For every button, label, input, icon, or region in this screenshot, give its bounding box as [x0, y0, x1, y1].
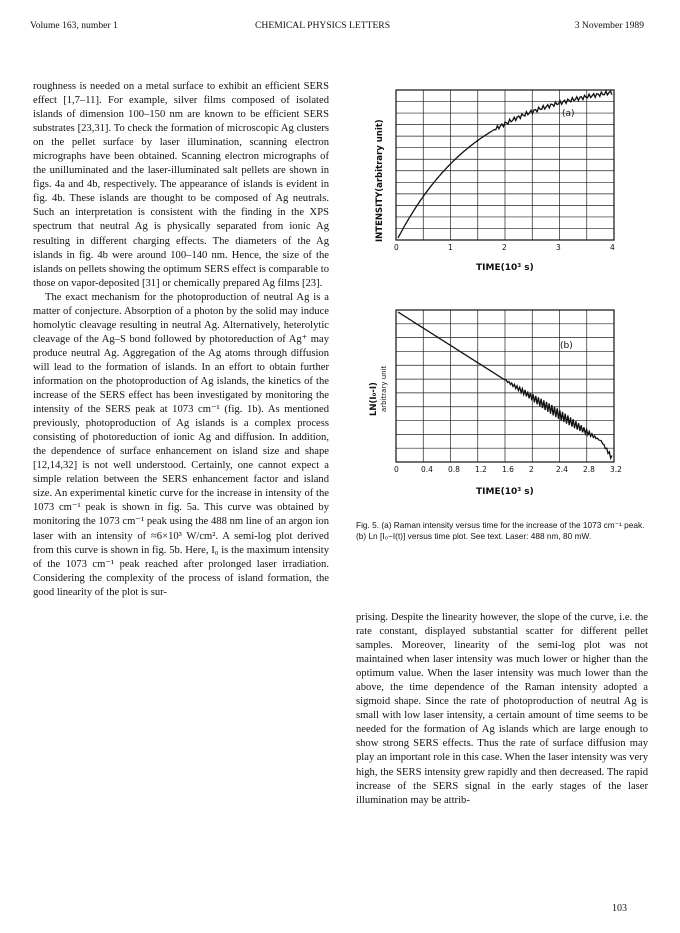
- figure-5a-tick-label: 2: [502, 243, 507, 252]
- page-number: 103: [612, 903, 627, 914]
- figure-5b-grid: [396, 310, 614, 462]
- figure-5b-tick-label: 2.8: [583, 465, 595, 474]
- left-column: [33, 80, 329, 600]
- figure-5b-y-label: LN(I₀-I): [369, 382, 379, 416]
- figure-5b-tick-label: 1.6: [502, 465, 514, 474]
- figure-5a-panel-label: (a): [562, 109, 575, 119]
- figure-5b: [368, 300, 638, 515]
- figure-5b-tick-label: 3.2: [610, 465, 622, 474]
- volume-info: Volume 163, number 1: [30, 20, 118, 31]
- figure-5b-tick-label: 0: [394, 465, 399, 474]
- figure-5b-tick-label: 2: [529, 465, 534, 474]
- figure-5b-tick-label: 1.2: [475, 465, 487, 474]
- figure-5a-y-label: INTENSITY(arbitrary unit): [375, 119, 385, 242]
- figure-5b-tick-label: 2.4: [556, 465, 568, 474]
- figure-5a-tick-label: 1: [448, 243, 453, 252]
- issue-date: 3 November 1989: [574, 20, 644, 31]
- figure-5a-tick-label: 0: [394, 243, 399, 252]
- figure-5b-tick-label: 0.8: [448, 465, 460, 474]
- paragraph: The exact mechanism for the photoproduction of neutral Ag is a matter of conjecture. Absorption of a photon by the solid may induce homolytic cleavage resulting in neutral Ag. Alternatively, heterolytic cleavage of the Ag–S bond followed by photoreduction of Ag⁺ may produce neutral Ag. Aggregation of the Ag atoms through diffusion will lead to the formation of islands. In an effort to obtain further information on the photoproduction of Ag islands, the kinetics of the increase of the SERS effect has been investigated by monitoring the intensity of the SERS peak at 1073 cm⁻¹ (fig. 1b). As mentioned previously, photoproduction of Ag islands is a complex process consisting of photoreduction of ionic Ag and diffusion. In addition, the dependence of surface enhancement on island size and shape [12,14,32] is not well understood. Certainly, one cannot expect a simple relation between the SERS enhancement factor and island size. An experimental kinetic curve for the increase in intensity of the 1073 cm⁻¹ peak is shown in fig. 5a. This curve was obtained by monitoring the 1073 cm⁻¹ peak using the 488 nm line of an argon ion laser with an intensity of ≈6×10³ W/cm². A semi-log plot derived from this curve is shown in fig. 5b. Here, I₀ is the maximum intensity of the 1073 cm⁻¹ peak reached after prolonged laser irradiation. Considering the complexity of the process of island formation, the good linearity of the plot is sur-: [33, 291, 329, 598]
- figure-5a-x-label: TIME(10³ s): [476, 263, 534, 273]
- figure-5b-panel-label: (b): [560, 341, 573, 351]
- right-column: [356, 611, 648, 808]
- paragraph: prising. Despite the linearity however, the slope of the curve, i.e. the rate constant, displayed substantial scatter for different pellet samples. Moreover, linearity of the semi-log plot was not maintained when laser intensity was much lower or higher than the optimum value. When the laser intensity was much lower than the above, the time dependence of the Raman intensity adopted a sigmoid shape. Since the rate of photoproduction of neutral Ag is small with low laser intensity, a certain amount of time seems to be needed for the formation of Ag islands which are large enough to show strong SERS effects. Thus the rate of surface diffusion may play an important role in this case. When the laser intensity was very high, the SERS intensity grew rapidly and then decreased. The rapid increase of the SERS signal in the early stages of the laser illumination may be attrib-: [356, 612, 648, 806]
- figure-5b-tick-label: 0.4: [421, 465, 433, 474]
- figure-5a-x-ticks: [394, 243, 615, 252]
- figure-5b-y-unit: arbitrary unit: [380, 365, 388, 412]
- paragraph: roughness is needed on a metal surface to exhibit an efficient SERS effect [1,7–11]. For example, silver films composed of isolated islands of dimension 100–150 nm are known to be efficient SERS substrates [23,31]. To check the formation of microscopic Ag clusters on the pellet surface by laser illumination, scanning electron micrographs have been obtained. Scanning electron micrographs of the unilluminated and the laser-illuminated salt pellets are shown in figs. 4a and 4b, respectively. The appearance of islands is evident in fig. 4b. These islands are thought to be composed of Ag neutrals. Such an interpretation is consistent with the finding in the XPS spectrum that neutral Ag is physically separated from ionic Ag resulting in different charging effects. The diameters of the Ag islands in fig. 4b were around 100–140 nm. Hence, the size of the islands on pellets showing the optimum SERS effect is comparable to those on vapor-deposited [31] or chemically prepared Ag films [23].: [33, 81, 329, 289]
- figure-caption: Fig. 5. (a) Raman intensity versus time for the increase of the 1073 cm⁻¹ peak. (b) Ln [I₀−I(t)] versus time plot. See text. Laser: 488 nm, 80 mW.: [356, 520, 645, 541]
- figure-5a-tick-label: 4: [610, 243, 615, 252]
- figure-5b-x-label: TIME(10³ s): [476, 487, 534, 497]
- running-header: [30, 20, 644, 34]
- figure-5a-plot: [368, 80, 638, 280]
- figure-5b-x-ticks: [394, 465, 622, 474]
- figure-5b-plot: [368, 300, 638, 510]
- journal-name: CHEMICAL PHYSICS LETTERS: [255, 20, 391, 31]
- figure-5a: [368, 80, 638, 285]
- figure-5a-tick-label: 3: [556, 243, 561, 252]
- figure-5a-grid: [396, 90, 614, 240]
